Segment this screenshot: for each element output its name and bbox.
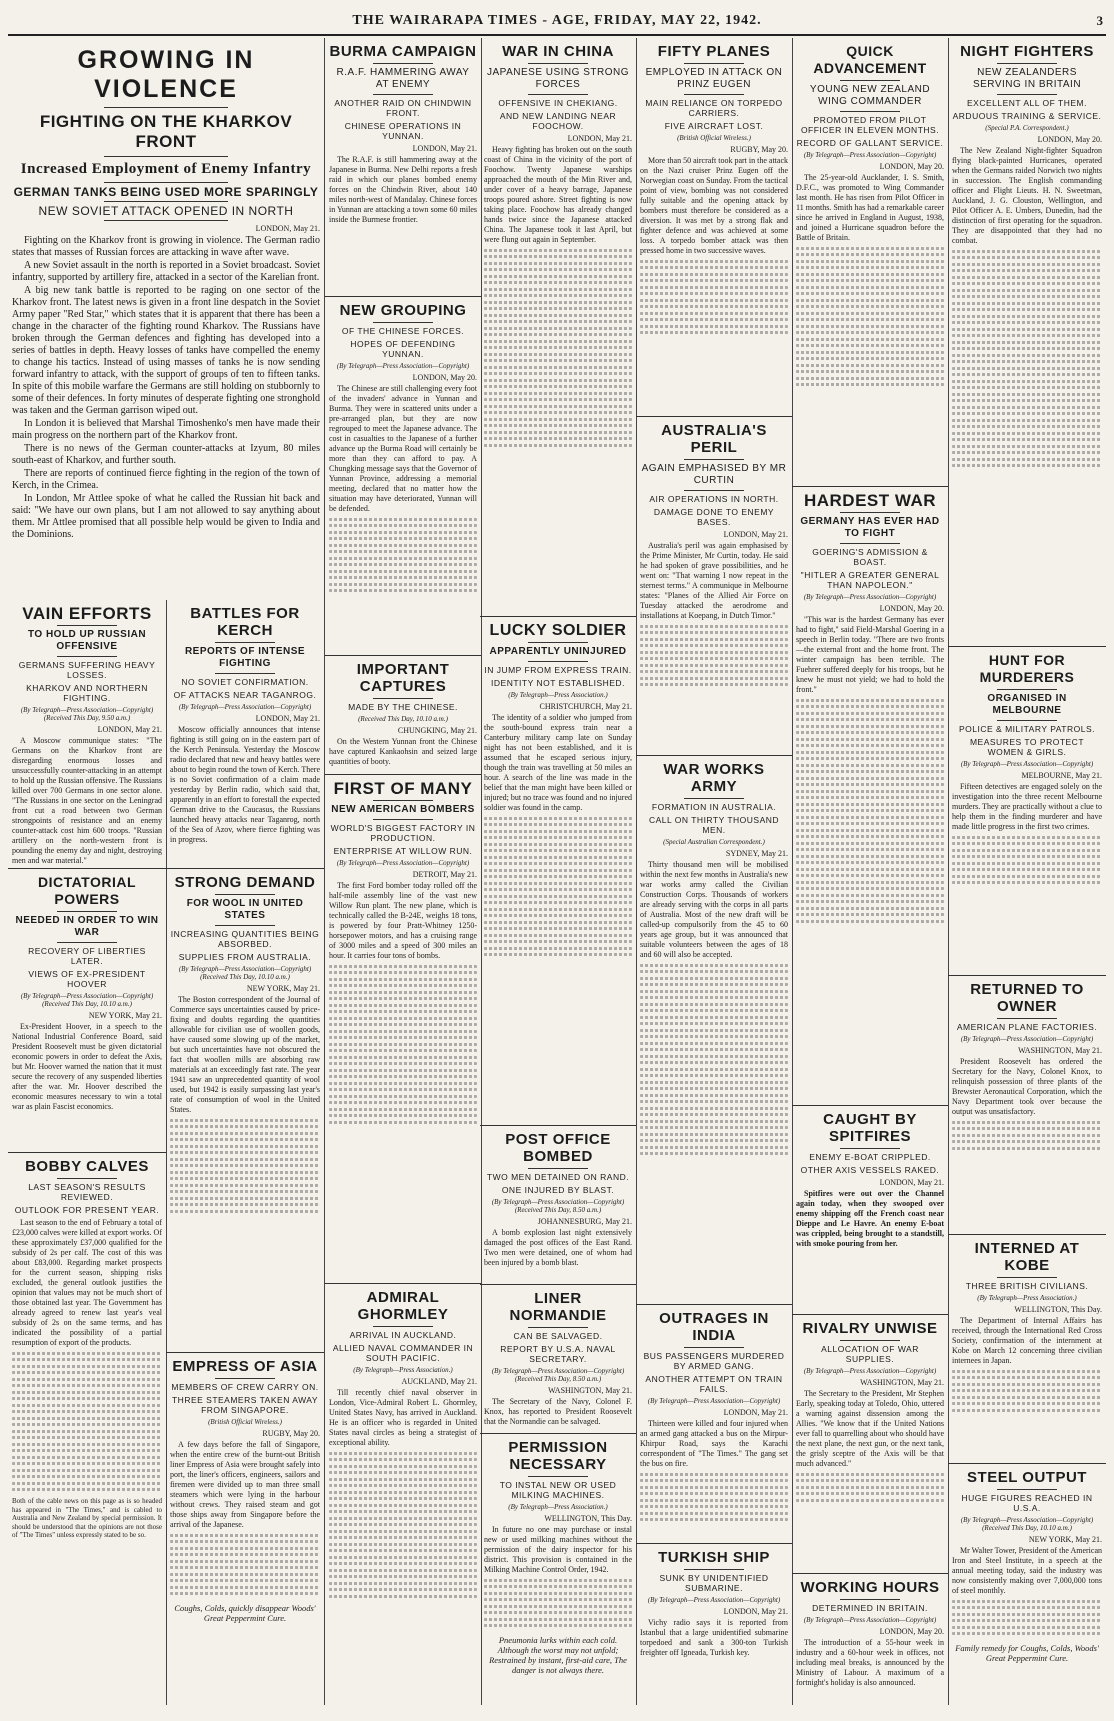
article-burma-campaign: [325, 38, 481, 297]
deck: PROMOTED FROM PILOT OFFICER IN ELEVEN MONTHS.: [800, 115, 940, 135]
credit: (By Telegraph—Press Association—Copyright) (Received This Day, 8.50 a.m.): [491, 1367, 625, 1383]
article-empress-of-asia: [166, 1353, 324, 1701]
subheadline: NEEDED IN ORDER TO WIN WAR: [15, 915, 159, 938]
headline: POST OFFICE BOMBED: [505, 1131, 611, 1165]
article-strong-demand: [166, 869, 324, 1353]
article-new-grouping: [325, 297, 481, 656]
masthead: [8, 8, 1106, 36]
article-lucky-soldier: [480, 617, 636, 1126]
headline: NEW GROUPING: [339, 302, 467, 319]
headline: BOBBY CALVES: [25, 1158, 149, 1175]
article-caught-by-spitfires: [792, 1106, 948, 1315]
headline: ADMIRAL GHORMLEY: [357, 1289, 449, 1323]
article-quick-advancement: [792, 38, 948, 487]
dateline: SYDNEY, May 21.: [725, 849, 788, 858]
headline: TURKISH SHIP: [658, 1549, 770, 1566]
deck: OFFENSIVE IN CHEKIANG.: [498, 98, 618, 108]
article-body: Thirty thousand men will be mobilised within the next few months in Australia's new war works army called the Civilian Construction Corps. Thousands of workers are already serving with the corps in all parts of Australia. Most of the new draft will be called-up compulsorily from the 45 to 60 years age group, but it was announced that suitable volunteers between the ages of 18 and 60 will also be accepted.: [640, 860, 788, 959]
lead-deck-1: GERMAN TANKS BEING USED MORE SPARINGLY: [13, 185, 319, 199]
credit: (By Telegraph—Press Association—Copyright) (Received This Day, 9.50 a.m.): [20, 706, 154, 722]
subheadline: OF THE CHINESE FORCES.: [341, 326, 465, 336]
article-hardest-war: [792, 487, 948, 1106]
article-body: The 25-year-old Aucklander, I. S. Smith, D.F.C., was promoted to Wing Commander last month. He has risen from Pilot Officer in 11 months. Smith has had a remarkable career since he arrived in England in August, 1938, and joined a Hurricane squadron before the Battle of Britain.: [796, 173, 944, 242]
credit: (By Telegraph—Press Association—Copyright) (Received This Day, 10.10 a.m.): [20, 992, 154, 1008]
subheadline: TWO MEN DETAINED ON RAND.: [486, 1172, 630, 1182]
deck: GERMANS SUFFERING HEAVY LOSSES.: [18, 660, 156, 680]
deck: "HITLER A GREATER GENERAL THAN NAPOLEON.": [800, 570, 940, 590]
column-3: [324, 38, 482, 1705]
lead-paragraph: In London, Mr Attlee spoke of what he called the Russian hit back and said: "We have our own plans, but I am not allowed to say anything about them. Mr Attlee promised that all possible help would be given to India and the Dominions.: [12, 493, 320, 540]
article-fifty-planes: [636, 38, 792, 417]
article-night-fighters: [948, 38, 1106, 647]
credit: (By Telegraph—Press Association—Copyright) (Received This Day, 10.10 a.m.): [178, 965, 312, 981]
article-body: Mr Walter Tower, President of the American Iron and Steel Institute, in a speech at the annual meeting today, said the industry was now consistently making over 7,000,000 tons of steel monthly.: [952, 1546, 1102, 1595]
headline: VAIN EFFORTS: [22, 604, 152, 623]
article-body: The introduction of a 55-hour week in industry and a 60-hour week in offices, not including meal breaks, is announced by the Ministry of Labour. A maximum of a fortnight's holiday is also announced.: [796, 1638, 944, 1687]
dateline: LONDON, May 20.: [1037, 135, 1102, 144]
article-war-works-army: [636, 756, 792, 1305]
deck: POLICE & MILITARY PATROLS.: [959, 724, 1095, 734]
deck: EXCELLENT ALL OF THEM.: [967, 98, 1087, 108]
article-first-of-many: [325, 775, 481, 1284]
article-important-captures: [325, 656, 481, 775]
dateline: WASHINGTON, May 21.: [548, 1386, 632, 1395]
page-number: 3: [1096, 13, 1104, 28]
article-body: The R.A.F. is still hammering away at the Japanese in Burma. New Delhi reports a fresh raid in which our planes bombed enemy forces on the Chindwin River, about 140 miles north-west of Mandalay. Chinese forces in Yunnan are attacking a town some 60 miles inside the Burmese frontier.: [329, 155, 477, 224]
lead-paragraph: Fighting on the Kharkov front is growing in violence. The German radio states that masses of Russian forces are attacking in wave after wave.: [12, 235, 320, 258]
subheadline: BUS PASSENGERS MURDERED BY ARMED GANG.: [643, 1351, 785, 1371]
article-body: "This war is the hardest Germany has ever had to fight," said Field-Marshal Goering in a speech in Berlin today. "There are two fronts—the external front and the home front. The winter campaign has been terrible. The Fuehrer suffered deeply for his troops, but he knew he must not yield; we had to hold the front.": [796, 615, 944, 694]
article-dictatorial-powers: [8, 869, 166, 1153]
dateline: MELBOURNE, May 21.: [1021, 771, 1102, 780]
article-body: A Moscow communique states: "The Germans on the Kharkov front are disregarding enormous losses and unsuccessfully counter-attacking in an attempt to hold up the Russian offensive. The Russians killed over 700 Germans in one sector alone. "The Russians in one sector on the Leningrad front cut a road between two German strongpoints of resistance and an enemy counter-attack cost him 600 troops. "Russian artillery on the north-western front is pounding the enemy day and night, destroying men and war material.": [12, 736, 162, 865]
deck: FIVE AIRCRAFT LOST.: [664, 121, 764, 131]
dateline: CHUNGKING, May 21.: [397, 726, 477, 735]
headline: STRONG DEMAND: [174, 874, 316, 891]
lead-paragraph: A big new tank battle is reported to be raging on one sector of the Kharkov front. The latest news is given in a front line despatch in the Soviet Army paper "Red Star," which states that it is apparent that there has been a change in the character of the fighting round Kharkov. The Russians have broken through the German defences and fighting has developed into a series of battles in depth. Heavy losses of tanks have compelled the enemy to change his tactics. Instead of using masses of tanks he is now sending forward infantry to attack, with the support of groups of ten to fifteen tanks. In spite of this mobile warfare the Germans are still holding on stubbornly to some of their defences. In forty minutes of desperate fighting one stronghold was taken and the German garrison wiped out.: [12, 285, 320, 416]
deck: RECORD OF GALLANT SERVICE.: [796, 138, 944, 148]
credit: (By Telegraph—Press Association—Copyright): [960, 760, 1094, 768]
column-7: [948, 38, 1106, 1705]
credit: (By Telegraph—Press Association—Copyright): [647, 1596, 781, 1604]
article-working-hours: [792, 1574, 948, 1705]
article-body: Till recently chief naval observer in London, Vice-Admiral Robert L. Ghormley, United States Navy, has arrived in Auckland. He is an officer who is regarded in United States naval circles as being a strategist of exceptional ability.: [329, 1388, 477, 1447]
article-hunt-for-murderers: [948, 647, 1106, 976]
deck: OUTLOOK FOR PRESENT YEAR.: [14, 1205, 160, 1215]
headline: OUTRAGES IN INDIA: [659, 1310, 769, 1344]
credit: (By Telegraph—Press Association.): [508, 691, 608, 699]
dateline: LONDON, May 21.: [567, 134, 632, 143]
subheadline: YOUNG NEW ZEALAND WING COMMANDER: [809, 84, 931, 107]
subheadline: ORGANISED IN MELBOURNE: [987, 693, 1067, 716]
headline: QUICK ADVANCEMENT: [813, 43, 927, 76]
deck: ONE INJURED BY BLAST.: [501, 1185, 615, 1195]
article-body: The first Ford bomber today rolled off the half-mile assembly line of the vast new Willow Run plant. The new plane, which is technically called the B-24E, weighs 18 tons, is powered by four Pratt-Whitney 1250-horsepower motors, and has a cruising range of 3000 miles and a speed of 300 miles an hour. It carries four tons of bombs.: [329, 881, 477, 960]
article-body: President Roosevelt has ordered the Secretary for the Navy, Colonel Knox, to relinquish possession of three plants of the Brewster Aeronautical Corporation, which the Navy Department took over because the output was unsatisfactory.: [952, 1057, 1102, 1116]
article-liner-normandie: [480, 1285, 636, 1434]
dateline: LONDON, May 21.: [97, 725, 162, 734]
advertisement: Pneumonia lurks within each cold. Although the worst may not unfold; Restrained by instant, first-aid care, The danger is not always there.: [489, 1635, 627, 1675]
deck: THREE STEAMERS TAKEN AWAY FROM SINGAPORE.: [171, 1395, 318, 1415]
subheadline: ARRIVAL IN AUCKLAND.: [349, 1330, 457, 1340]
subheadline: AGAIN EMPHASISED BY MR CURTIN: [641, 463, 787, 486]
headline: EMPRESS OF ASIA: [172, 1358, 318, 1375]
subheadline: ALLOCATION OF WAR SUPPLIES.: [821, 1344, 919, 1364]
lead-banner: GROWING IN VIOLENCE: [77, 46, 255, 103]
article-body: On the Western Yunnan front the Chinese have captured Kankaohsin and seized large quantities of booty.: [329, 737, 477, 766]
deck: MEASURES TO PROTECT WOMEN & GIRLS.: [969, 737, 1085, 757]
credit: (By Telegraph—Press Association—Copyright): [803, 593, 937, 601]
article-body: Fifteen detectives are engaged solely on the investigation into the three recent Melbourne murders. They are practically without a clue to help them in the finding murderer and have made little progress in the first two crimes.: [952, 782, 1102, 831]
headline: WORKING HOURS: [800, 1579, 940, 1596]
column-5: [636, 38, 793, 1705]
subheadline: GERMANY HAS EVER HAD TO FIGHT: [800, 516, 940, 539]
credit: (British Official Wireless.): [208, 1418, 282, 1426]
dateline: WELLINGTON, This Day.: [1014, 1305, 1102, 1314]
dateline: LONDON, May 21.: [723, 530, 788, 539]
advertisement: Coughs, Colds, quickly disappear Woods' Great Peppermint Cure.: [174, 1603, 316, 1623]
dateline: NEW YORK, May 21.: [246, 984, 320, 993]
deck: AND NEW LANDING NEAR FOOCHOW.: [499, 111, 617, 131]
subheadline: TO HOLD UP RUSSIAN OFFENSIVE: [27, 629, 147, 652]
credit: (By Telegraph—Press Association—Copyright): [960, 1035, 1094, 1043]
lead-paragraph: There is no news of the German counter-attacks at Izyum, 80 miles south-east of Kharkov, and further south.: [12, 443, 320, 466]
subheadline: MADE BY THE CHINESE.: [348, 702, 458, 712]
article-australias-peril: [636, 417, 792, 756]
article-rivalry-unwise: [792, 1315, 948, 1574]
headline: CAUGHT BY SPITFIRES: [823, 1111, 917, 1145]
headline: BURMA CAMPAIGN: [329, 43, 477, 60]
lead-headline: FIGHTING ON THE KHARKOV FRONT: [39, 112, 293, 151]
newspaper-page: [8, 8, 1106, 1705]
article-body: Vichy radio says it is reported from Istanbul that a large unidentified submarine torpedoed and sank a 300-ton Turkish freighter off Igneada, Turkish key.: [640, 1618, 788, 1657]
article-body: Last season to the end of February a total of £23,000 calves were killed at export works. Of these approximately £37,000 qualified for the subsidy of 2s per calf. The cost of this was about £83,000. Regarding market prospects for the current season, shipping risks excluded, the general outlook justifies the opinion that values may not be much short of those obtained last year. The Government has already agreed to renew last year's veal subsidy of 2s on the same terms, and has indicated the possibility of a partial resumption of export of the products.: [12, 1218, 162, 1347]
deck: ALLIED NAVAL COMMANDER IN SOUTH PACIFIC.: [332, 1343, 474, 1363]
deck: NO SOVIET CONFIRMATION.: [181, 677, 309, 687]
subheadline: NEW ZEALANDERS SERVING IN BRITAIN: [972, 67, 1082, 90]
subheadline: TO INSTAL NEW OR USED MILKING MACHINES.: [499, 1480, 617, 1500]
lead-subheadline: Increased Employment of Enemy Infantry: [20, 161, 312, 177]
deck: CHINESE OPERATIONS IN YUNNAN.: [344, 121, 462, 141]
column-1: [8, 600, 167, 1705]
subheadline: FOR WOOL IN UNITED STATES: [186, 898, 304, 921]
subheadline: SUNK BY UNIDENTIFIED SUBMARINE.: [659, 1573, 769, 1593]
article-bobby-calves: [8, 1153, 166, 1681]
article-body: The New Zealand Night-fighter Squadron flying black-painted Hurricanes, operated when the Germans raided Norwich two nights in succession. The English commanding officer and Flight Lieuts. H. N. Sweetman, Auckland, J. G. Clouston, Wellington, and Pilot Officer A. E. Umbers, Dunedin, had the distinction of first operating for the squadron. They are disappointed that they had no combat.: [952, 146, 1102, 245]
deck: REPORT BY U.S.A. NAVAL SECRETARY.: [500, 1344, 616, 1364]
deck: HOPES OF DEFENDING YUNNAN.: [350, 339, 456, 359]
deck: CALL ON THIRTY THOUSAND MEN.: [648, 815, 780, 835]
lead-paragraph: There are reports of continued fierce fighting in the region of the town of Kerch, in the Crimea.: [12, 468, 320, 491]
credit: (By Telegraph—Press Association.): [977, 1294, 1077, 1302]
credit: (By Telegraph—Press Association—Copyright): [336, 859, 470, 867]
headline: PERMISSION NECESSARY: [508, 1439, 608, 1473]
dateline: LONDON, May 20.: [412, 373, 477, 382]
headline: WAR IN CHINA: [502, 43, 614, 60]
deck: MAIN RELIANCE ON TORPEDO CARRIERS.: [645, 98, 783, 118]
dateline: WASHINGTON, May 21.: [1018, 1046, 1102, 1055]
article-war-in-china: [480, 38, 636, 617]
dateline: NEW YORK, May 21.: [88, 1011, 162, 1020]
article-body: The Chinese are still challenging every foot of the invaders' advance in Yunnan and Burma. They were in scattered units under a pre-arranged plan, but they are now regrouped to meet the Japanese advance. The cost in casualties to the Japanese of a further advance up the Burma Road will certainly be more than they can afford to pay. A Chungking message says that the Governor of Yunnan Province, addressing a memorial meeting, declared that no matter how the situation may have deteriorated, Yunnan will be defended.: [329, 384, 477, 513]
headline: INTERNED AT KOBE: [974, 1240, 1080, 1274]
article-vain-efforts: [8, 600, 166, 869]
column-6: [792, 38, 949, 1705]
dateline: LONDON, May 21.: [723, 1607, 788, 1616]
deck: DAMAGE DONE TO ENEMY BASES.: [653, 507, 775, 527]
deck: ARDUOUS TRAINING & SERVICE.: [952, 111, 1102, 121]
deck: ANOTHER RAID ON CHINDWIN FRONT.: [334, 98, 472, 118]
subheadline: MEMBERS OF CREW CARRY ON.: [171, 1382, 319, 1392]
subheadline: THREE BRITISH CIVILIANS.: [965, 1281, 1089, 1291]
article-body: A bomb explosion last night extensively damaged the post offices of the East Rand. Two men were detained, one of whom had been injured by a bomb blast.: [484, 1228, 632, 1267]
headline: LINER NORMANDIE: [509, 1290, 607, 1324]
credit: (By Telegraph—Press Association—Copyright): [178, 703, 312, 711]
credit: (Received This Day, 10.10 a.m.): [358, 715, 448, 723]
subheadline: LAST SEASON'S RESULTS REVIEWED.: [28, 1182, 146, 1202]
article-interned-at-kobe: [948, 1235, 1106, 1464]
subheadline: NEW AMERICAN BOMBERS: [331, 804, 475, 815]
lead-deck-2: NEW SOVIET ATTACK OPENED IN NORTH: [38, 204, 294, 218]
dateline: LONDON, May 20.: [879, 162, 944, 171]
lead-story: [8, 38, 324, 598]
subheadline: DETERMINED IN BRITAIN.: [812, 1603, 928, 1613]
dateline: CHRISTCHURCH, May 21.: [539, 702, 632, 711]
article-body: A few days before the fall of Singapore, when the entire crew of the burnt-out British liner Empress of Asia were brought safely into port, the liner's officers, engineers, sailors and firemen were divided up to man three small steamers which were lying in the harbour without crews. They raised steam and got those ships away from Singapore before the arrival of the Japanese.: [170, 1440, 320, 1529]
article-steel-output: [948, 1464, 1106, 1705]
article-post-office-bombed: [480, 1126, 636, 1285]
headline: NIGHT FIGHTERS: [960, 43, 1094, 60]
dateline: AUCKLAND, May 21.: [401, 1377, 477, 1386]
deck: IDENTITY NOT ESTABLISHED.: [491, 678, 625, 688]
headline: FIFTY PLANES: [657, 43, 771, 60]
subheadline: CAN BE SALVAGED.: [513, 1331, 603, 1341]
article-body: The Secretary to the President, Mr Stephen Early, speaking today at Toledo, Ohio, uttered a warning against dissension among the Allies. "We know that if the United Nations ever fall to quarrelling about who should have the next plane, the next gun, or the next tank, the grisly sceptre of the Axis will be that much advanced.": [796, 1389, 944, 1468]
subheadline: HUGE FIGURES REACHED IN U.S.A.: [961, 1493, 1093, 1513]
article-body: Thirteen were killed and four injured when an armed gang attacked a bus on the Mirpur-Khirpur Road, says the Karachi correspondent of "The Times." The gang set the bus on fire.: [640, 1419, 788, 1468]
subheadline: EMPLOYED IN ATTACK ON PRINZ EUGEN: [645, 67, 783, 90]
article-body: In future no one may purchase or instal new or used milking machines without the permission of the dairy inspector for his district. This provision is contained in the Milking Machine Control Order, 1942.: [484, 1525, 632, 1574]
article-body: The Boston correspondent of the Journal of Commerce says uncertainties caused by price-fixing and doubts regarding the quantities allowable for civilian use of woollen goods, have caused some slowing up of the market, but such uncertainties have not obscured the fact that woollen mills are absorbing raw materials at an exceedingly fast rate. The year 1941 saw an unprecedented quantity of wool used, but 1942 is easily surpassing last year's rate of consumption of wool in the United States.: [170, 995, 320, 1114]
article-body: More than 50 aircraft took part in the attack on the Nazi cruiser Prinz Eugen off the Norwegian coast on Sunday. From the tactical point of view, bombing was not considered fully suitable and the opening attack by bombers must therefore be considered as a diversion. It was met by a strong flak and fighter defence and was achieved at some loss. A torpedo bomber attack was then pressed home in two successive waves.: [640, 156, 788, 255]
article-returned-to-owner: [948, 976, 1106, 1235]
lead-dateline: LONDON, May 21.: [255, 224, 320, 233]
deck: WORLD'S BIGGEST FACTORY IN PRODUCTION.: [330, 823, 476, 843]
credit: (By Telegraph—Press Association—Copyright) (Received This Day, 8.50 a.m.): [491, 1198, 625, 1214]
headline: HUNT FOR MURDERERS: [979, 652, 1075, 685]
deck: KHARKOV AND NORTHERN FIGHTING.: [26, 683, 148, 703]
headline: BATTLES FOR KERCH: [190, 605, 300, 639]
headline: IMPORTANT CAPTURES: [356, 661, 450, 695]
credit: (By Telegraph—Press Association—Copyright): [336, 362, 470, 370]
credit: (Special P.A. Correspondent.): [985, 124, 1069, 132]
subheadline: R.A.F. HAMMERING AWAY AT ENEMY: [336, 67, 470, 90]
credit: (By Telegraph—Press Association—Copyright): [803, 1367, 937, 1375]
column-2: [166, 600, 325, 1705]
subheadline: ENEMY E-BOAT CRIPPLED.: [809, 1152, 931, 1162]
deck: GOERING'S ADMISSION & BOAST.: [812, 547, 928, 567]
deck: OF ATTACKS NEAR TAGANROG.: [173, 690, 317, 700]
dateline: DETROIT, May 21.: [412, 870, 477, 879]
subheadline: JAPANESE USING STRONG FORCES: [486, 67, 629, 90]
dateline: LONDON, May 20.: [879, 604, 944, 613]
dateline: LONDON, May 21.: [723, 1408, 788, 1417]
subheadline: APPARENTLY UNINJURED: [489, 646, 627, 657]
dateline: LONDON, May 21.: [879, 1178, 944, 1187]
headline: AUSTRALIA'S PERIL: [661, 422, 767, 456]
article-permission-necessary: [480, 1434, 636, 1705]
headline: RIVALRY UNWISE: [802, 1320, 938, 1337]
masthead-title: THE WAIRARAPA TIMES - AGE, FRIDAY, MAY 22, 1942.: [352, 13, 762, 28]
subheadline: AMERICAN PLANE FACTORIES.: [956, 1022, 1098, 1032]
article-battles-for-kerch: [166, 600, 324, 869]
deck: SUPPLIES FROM AUSTRALIA.: [178, 952, 312, 962]
dateline: LONDON, May 21.: [412, 144, 477, 153]
deck: IN JUMP FROM EXPRESS TRAIN.: [484, 665, 632, 675]
credit: (British Official Wireless.): [677, 134, 751, 142]
deck: RECOVERY OF LIBERTIES LATER.: [28, 946, 146, 966]
headline: STEEL OUTPUT: [967, 1469, 1087, 1486]
headline: WAR WORKS ARMY: [663, 761, 765, 795]
column-4: [480, 38, 637, 1705]
headline: FIRST OF MANY: [333, 779, 473, 798]
advertisement: Family remedy for Coughs, Colds, Woods' Great Peppermint Cure.: [955, 1643, 1099, 1663]
article-body: Moscow officially announces that intense fighting is still going on in the eastern part of the Kerch Peninsula. Yesterday the Moscow radio declared that new and heavy battles were about to begin round the town of Kerch. There is no Soviet confirmation of a claim made yesterday by Berlin radio, which said that, apparently in an effort to forestall the expected German drive to the Caucasus, the Russians launched heavy attacks near Taganrog, north of the Sea of Azov, where fierce fighting was in progress.: [170, 725, 320, 844]
article-body: The Secretary of the Navy, Colonel F. Knox, has reported to President Roosevelt that the Normandie can be salvaged.: [484, 1397, 632, 1426]
deck: VIEWS OF EX-PRESIDENT HOOVER: [28, 969, 146, 989]
credit: (By Telegraph—Press Association.): [353, 1366, 453, 1374]
footnote: Both of the cable news on this page as is so headed has appeared in "The Times," and is cabled to Australia and New Zealand by special permission. It should be understood that the opinions are not those of "The Times" unless expressly stated to be so.: [12, 1497, 162, 1539]
article-body: The identity of a soldier who jumped from the south-bound express train near a Canterbury military camp late on Sunday night has not been established, and it is assumed that he escaped serious injury, though the train was travelling at 50 miles an hour. A search of the line was made in the belief that the man might have been killed or injured; but no trace was found and no injured soldier was found in the camp.: [484, 713, 632, 812]
article-body: Heavy fighting has broken out on the south coast of China in the vicinity of the port of Foochow. Twenty Japanese warships approached the mouth of the Min River and, under cover of a heavy barrage, Japanese troops poured ashore. Street fighting is now taking place. Foochow has already changed hands twice since the Japanese attacked China. The Japanese took it last April, but were flung out again in September.: [484, 145, 632, 244]
dateline: WASHINGTON, May 21.: [860, 1378, 944, 1387]
article-body: Ex-President Hoover, in a speech to the National Industrial Conference Board, said President Roosevelt must be given dictatorial economic powers in order to defeat the Axis, but Mr. Hoover warned the nation that it must secure the recovery of any suspended liberties after the war. Mr. Hoover described the economic measures necessary to win a total war as plain Fascist economics.: [12, 1022, 162, 1111]
deck: OTHER AXIS VESSELS RAKED.: [800, 1165, 940, 1175]
deck: ANOTHER ATTEMPT ON TRAIN FAILS.: [645, 1374, 783, 1394]
article-body: Australia's peril was again emphasised by the Prime Minister, Mr Curtin, today. He said he had spoken of grave possibilities, and he went on: "That warning I now repeat in the sternest terms." A communique in Melbourne states: "Planes of the Allied Air Force on Tuesday attacked the aerodrome and installations at Koepang, in Dutch Timor.": [640, 541, 788, 620]
article-body: Spitfires were out over the Channel again today, when they swooped over enemy shipping off the French coast near Dieppe and Le Havre. An enemy E-boat was crippled, being brought to a standstill, with smoke pouring from her.: [796, 1189, 944, 1248]
deck: AIR OPERATIONS IN NORTH.: [649, 494, 779, 504]
subheadline: REPORTS OF INTENSE FIGHTING: [184, 646, 306, 669]
article-admiral-ghormley: [325, 1284, 481, 1705]
lead-paragraph: In London it is believed that Marshal Timoshenko's men have made their main progress on the northern part of the Kharkov front.: [12, 418, 320, 441]
dateline: NEW YORK, May 21.: [1028, 1535, 1102, 1544]
headline: HARDEST WAR: [803, 491, 937, 510]
headline: RETURNED TO OWNER: [970, 981, 1084, 1015]
dateline: WELLINGTON, This Day.: [544, 1514, 632, 1523]
credit: (By Telegraph—Press Association—Copyright): [803, 1616, 937, 1624]
dateline: JOHANNESBURG, May 21.: [537, 1217, 632, 1226]
dateline: RUGBY, May 20.: [262, 1429, 320, 1438]
deck: INCREASING QUANTITIES BEING ABSORBED.: [170, 929, 320, 949]
subheadline: FORMATION IN AUSTRALIA.: [651, 802, 777, 812]
credit: (Special Australian Correspondent.): [663, 838, 765, 846]
article-outrages-in-india: [636, 1305, 792, 1544]
article-turkish-ship: [636, 1544, 792, 1702]
headline: DICTATORIAL POWERS: [37, 874, 137, 907]
credit: (By Telegraph—Press Association—Copyright): [803, 151, 937, 159]
article-body: The Department of Internal Affairs has received, through the International Red Cross Society, confirmation of the internment at Kobe on March 12 concerning three civilian internees in Japan.: [952, 1316, 1102, 1365]
deck: ENTERPRISE AT WILLOW RUN.: [333, 846, 473, 856]
dateline: LONDON, May 21.: [255, 714, 320, 723]
credit: (By Telegraph—Press Association—Copyright) (Received This Day, 10.10 a.m.): [960, 1516, 1094, 1532]
dateline: LONDON, May 20.: [879, 1627, 944, 1636]
credit: (By Telegraph—Press Association.): [508, 1503, 608, 1511]
headline: LUCKY SOLDIER: [489, 622, 627, 639]
credit: (By Telegraph—Press Association—Copyright): [647, 1397, 781, 1405]
dateline: RUGBY, May 20.: [730, 145, 788, 154]
lead-paragraph: A new Soviet assault in the north is reported in a Soviet broadcast. Soviet infantry, supported by artillery fire, attacked in a sector of the Karelian front.: [12, 260, 320, 283]
